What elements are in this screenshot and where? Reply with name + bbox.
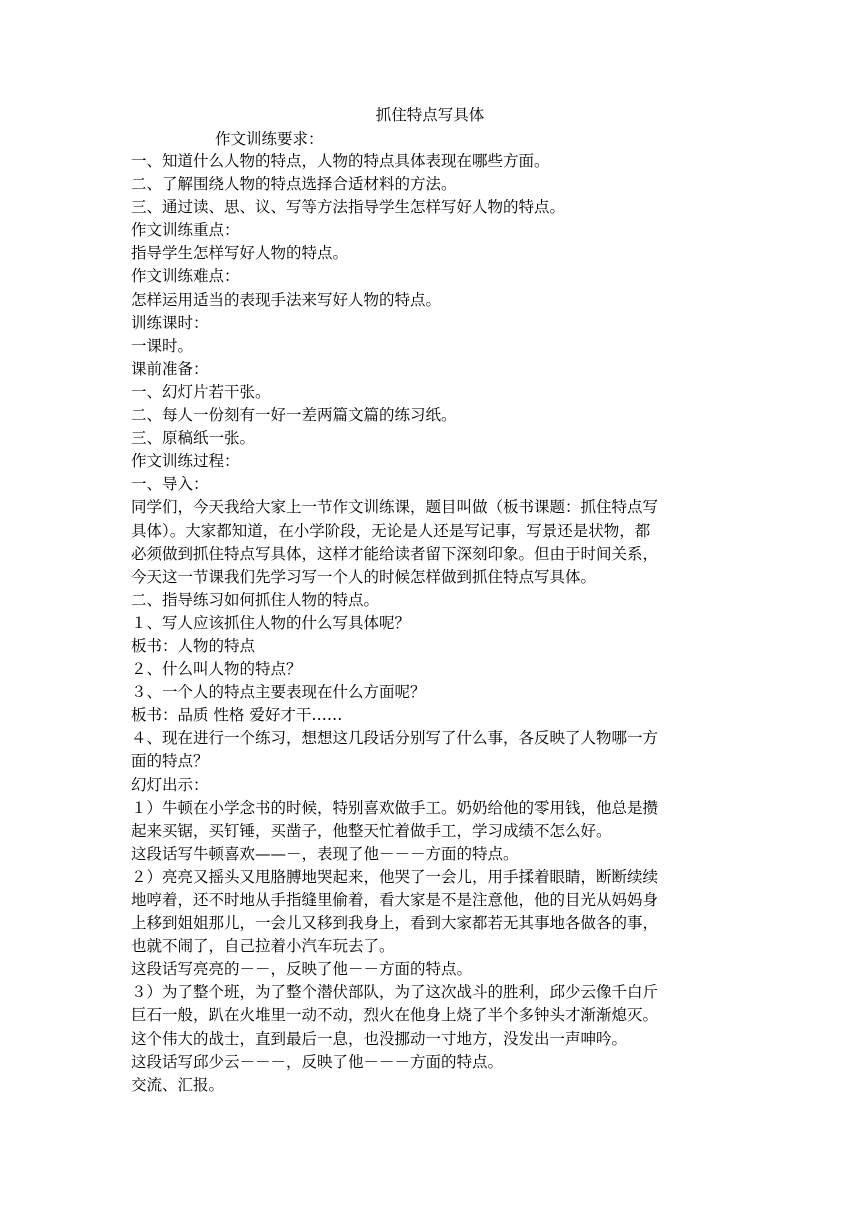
text-line: １、写人应该抓住人物的什么写具体呢？ — [131, 613, 411, 632]
text-line: ２）亮亮又摇头又甩胳膊地哭起来，他哭了一会儿，用手揉着眼睛，断断续续 — [131, 867, 659, 886]
text-line: 一、幻灯片若干张。 — [131, 382, 271, 401]
text-line: 上移到姐姐那儿，一会儿又移到我身上，看到大家都若无其事地各做各的事， — [131, 914, 659, 933]
text-line: 面的特点？ — [131, 752, 209, 771]
text-line: 具体）。大家都知道，在小学阶段，无论是人还是写记事，写景还是状物，都 — [131, 521, 651, 540]
text-line: 怎样运用适当的表现手法来写好人物的特点。 — [131, 290, 442, 309]
text-line: 同学们，今天我给大家上一节作文训练课，题目叫做（板书课题：抓住特点写 — [131, 498, 659, 517]
text-line: 二、了解围绕人物的特点选择合适材料的方法。 — [131, 175, 457, 194]
text-line: 交流、汇报。 — [131, 1075, 225, 1094]
text-line: 二、每人一份刻有一好一差两篇文篇的练习纸。 — [131, 406, 457, 425]
text-line: 这段话写邱少云－－－，反映了他－－－方面的特点。 — [131, 1052, 504, 1071]
text-line: 这段话写亮亮的－－，反映了他－－方面的特点。 — [131, 960, 473, 979]
text-line: 这段话写牛顿喜欢——－，表现了他－－－方面的特点。 — [131, 844, 519, 863]
text-line: 三、通过读、思、议、写等方法指导学生怎样写好人物的特点。 — [131, 198, 566, 217]
text-line: 起来买锯，买钉锤，买凿子，他整天忙着做手工，学习成绩不怎么好。 — [131, 821, 612, 840]
text-line: 一、导入： — [131, 475, 209, 494]
text-line: 巨石一般，趴在火堆里一动不动，烈火在他身上烧了半个多钟头才渐渐熄灭。 — [131, 1006, 659, 1025]
text-line: 幻灯出示： — [131, 775, 209, 794]
text-line: ３）为了整个班，为了整个潜伏部队，为了这次战斗的胜利，邱少云像千白斤 — [131, 983, 659, 1002]
text-line: 指导学生怎样写好人物的特点。 — [131, 244, 349, 263]
requirements-heading: 作文训练要求： — [215, 130, 324, 148]
text-line: ３、一个人的特点主要表现在什么方面呢？ — [131, 683, 426, 702]
document-title: 抓住特点写具体 — [375, 106, 485, 124]
text-line: 作文训练重点： — [131, 221, 240, 240]
text-line: 一课时。 — [131, 336, 194, 355]
text-line: １）牛顿在小学念书的时候，特别喜欢做手工。奶奶给他的零用钱，他总是攒 — [131, 798, 659, 817]
text-line: 这个伟大的战士，直到最后一息，也没挪动一寸地方，没发出一声呻吟。 — [131, 1029, 628, 1048]
text-line: 必须做到抓住特点写具体，这样才能给读者留下深刻印象。但由于时间关系， — [131, 544, 659, 563]
text-line: ４、现在进行一个练习，想想这几段话分别写了什么事，各反映了人物哪一方 — [131, 729, 659, 748]
text-line: 板书：人物的特点 — [131, 636, 256, 655]
text-line: 作文训练过程： — [131, 452, 240, 471]
text-line: ２、什么叫人物的特点？ — [131, 660, 302, 679]
text-line: 一、知道什么人物的特点，人物的特点具体表现在哪些方面。 — [131, 152, 550, 170]
text-line: 二、指导练习如何抓住人物的特点。 — [131, 590, 380, 609]
text-line: 作文训练难点： — [131, 267, 240, 286]
text-line: 课前准备： — [131, 359, 209, 378]
document-body — [131, 150, 731, 1097]
text-line: 地哼着，还不时地从手指缝里偷着，看大家是不是注意他，他的目光从妈妈身 — [131, 891, 659, 909]
text-line: 训练课时： — [131, 313, 209, 332]
text-line: 今天这一节课我们先学习写一个人的时候怎样做到抓住特点写具体。 — [131, 567, 597, 586]
text-line: 板书：品质 性格 爱好才干…… — [131, 706, 343, 725]
text-line: 三、原稿纸一张。 — [131, 429, 256, 448]
text-line: 也就不闹了，自己拉着小汽车玩去了。 — [131, 937, 395, 956]
